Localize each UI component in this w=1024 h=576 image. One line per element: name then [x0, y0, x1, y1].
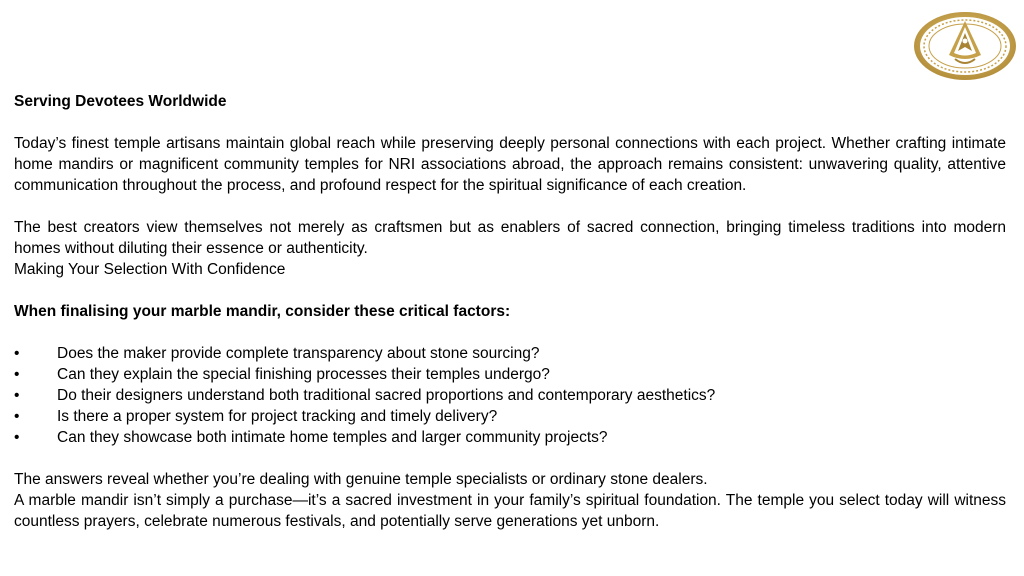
bullet-marker: •: [14, 366, 20, 383]
bullet-marker: •: [14, 345, 20, 362]
paragraph: The best creators view themselves not merely as craftsmen but as enablers of sacred connection, bringing timeless traditions into modern homes without diluting their essence or authenticity.: [14, 219, 1006, 257]
paragraph: Today’s finest temple artisans maintain global reach while preserving deeply personal connections with each project. Whether crafting intimate home mandirs or magnificent community temples for NRI associations abroad, the approach remains consistent: unwavering quality, attentive communication throughout the process, and profound respect for the spiritual significance of each creation.: [14, 135, 1006, 194]
list-item-text: Do their designers understand both traditional sacred proportions and contemporary aesthetics?: [57, 387, 716, 404]
bullet-marker: •: [14, 408, 20, 425]
bullet-marker: •: [14, 429, 20, 446]
list-item-text: Can they showcase both intimate home temples and larger community projects?: [57, 429, 608, 446]
section-heading: When finalising your marble mandir, consider these critical factors:: [14, 303, 511, 320]
document-body: [14, 91, 1006, 532]
temple-logo-icon: [913, 11, 1017, 81]
paragraph: The answers reveal whether you’re dealing with genuine temple specialists or ordinary stone dealers.: [14, 471, 708, 488]
bullet-marker: •: [14, 387, 20, 404]
list-item: [14, 343, 1006, 364]
section-heading: Serving Devotees Worldwide: [14, 93, 227, 110]
list-item-text: Is there a proper system for project tracking and timely delivery?: [57, 408, 498, 425]
list-item: [14, 406, 1006, 427]
list-item: [14, 385, 1006, 406]
paragraph: A marble mandir isn’t simply a purchase—it’s a sacred investment in your family’s spiritual foundation. The temple you select today will witness countless prayers, celebrate numerous festivals, and potentially serve generations yet unborn.: [14, 492, 1006, 530]
list-item-text: Does the maker provide complete transparency about stone sourcing?: [57, 345, 540, 362]
bullet-list: [14, 343, 1006, 448]
list-item: [14, 427, 1006, 448]
list-item: [14, 364, 1006, 385]
list-item-text: Can they explain the special finishing processes their temples undergo?: [57, 366, 550, 383]
subheading-line: Making Your Selection With Confidence: [14, 261, 286, 278]
